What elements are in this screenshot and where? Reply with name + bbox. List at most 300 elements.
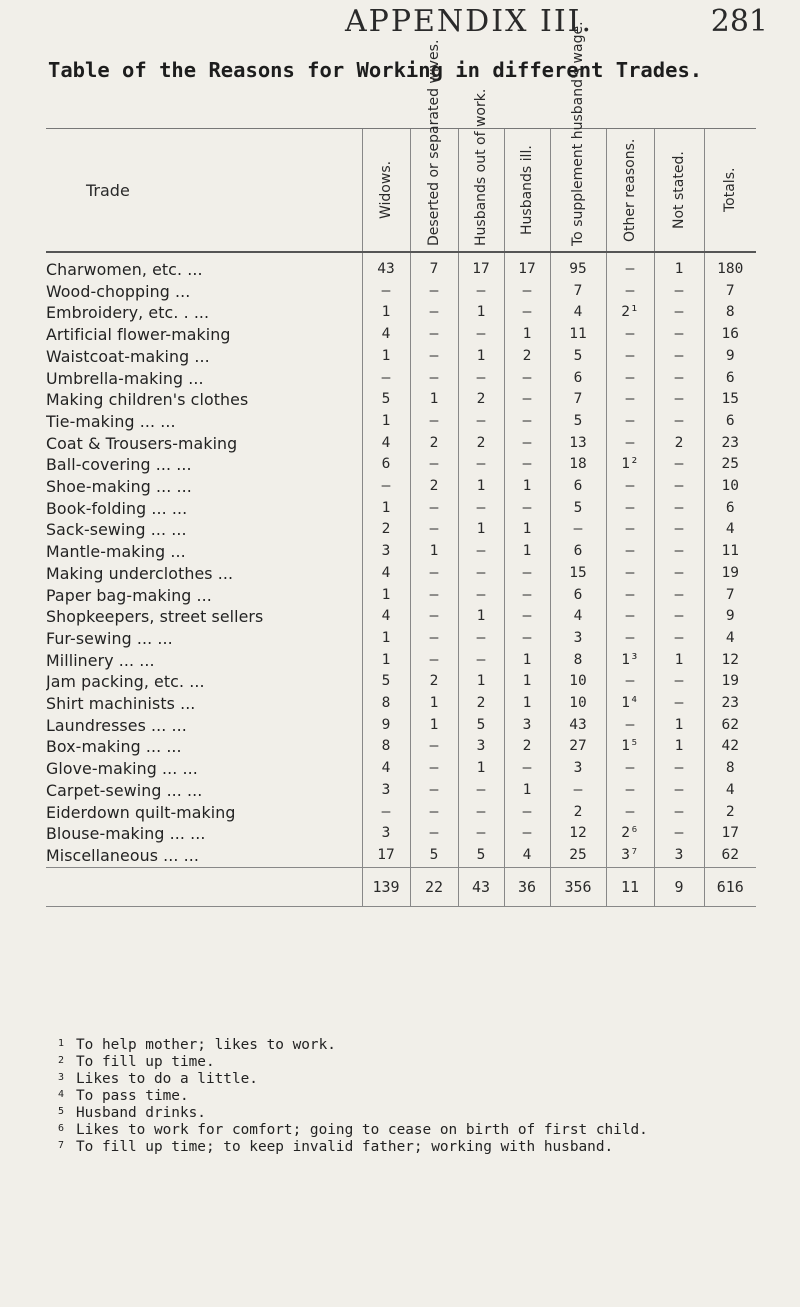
table-row xyxy=(46,324,756,346)
value-cell: 8 xyxy=(550,650,606,672)
col-header-supplement-wage: To supplement husband's wage. xyxy=(550,129,606,253)
value-cell: — xyxy=(504,802,550,824)
value-cell: 17 xyxy=(458,252,504,281)
value-cell: 4 xyxy=(704,780,756,802)
value-cell: 1 xyxy=(362,411,410,433)
trade-name: Book-folding ... ... xyxy=(46,498,188,518)
value-cell: 1³ xyxy=(606,650,654,672)
value-cell: 2 xyxy=(410,671,458,693)
value-cell: — xyxy=(410,411,458,433)
table-row xyxy=(46,541,756,563)
value-cell: — xyxy=(654,693,704,715)
value-cell: 17 xyxy=(362,845,410,867)
col-header-totals: Totals. xyxy=(704,129,756,253)
value-cell: 15 xyxy=(550,563,606,585)
value-cell: 7 xyxy=(410,252,458,281)
value-cell: — xyxy=(410,585,458,607)
value-cell: 2 xyxy=(704,802,756,824)
value-cell: — xyxy=(504,758,550,780)
value-cell: — xyxy=(654,563,704,585)
value-cell: 1 xyxy=(362,302,410,324)
value-cell: 17 xyxy=(704,823,756,845)
value-cell: 2 xyxy=(362,519,410,541)
table-row xyxy=(46,519,756,541)
value-cell: — xyxy=(654,324,704,346)
value-cell: 3 xyxy=(362,823,410,845)
value-cell: 3 xyxy=(654,845,704,867)
table-row xyxy=(46,585,756,607)
value-cell: — xyxy=(654,389,704,411)
value-cell: 7 xyxy=(550,389,606,411)
footnote xyxy=(58,1037,778,1054)
value-cell: 4 xyxy=(550,302,606,324)
trade-name: Ball-covering ... ... xyxy=(46,455,192,475)
value-cell: — xyxy=(606,476,654,498)
value-cell: 4 xyxy=(362,433,410,455)
value-cell: 4 xyxy=(704,628,756,650)
value-cell: — xyxy=(504,411,550,433)
trade-name: Paper bag-making ... xyxy=(46,585,212,605)
table-title: Table of the Reasons for Working in different Trades. xyxy=(48,58,703,82)
value-cell: 25 xyxy=(704,454,756,476)
appendix-heading: APPENDIX III. xyxy=(345,4,594,39)
value-cell: 25 xyxy=(550,845,606,867)
value-cell: 1 xyxy=(362,346,410,368)
footnote-number: 2 xyxy=(58,1055,65,1066)
value-cell: — xyxy=(410,606,458,628)
value-cell: — xyxy=(654,780,704,802)
total-cell: 36 xyxy=(504,867,550,906)
value-cell: 1 xyxy=(654,736,704,758)
col-header-other-reasons: Other reasons. xyxy=(606,129,654,253)
table-row xyxy=(46,346,756,368)
value-cell: 1 xyxy=(458,606,504,628)
trade-name: Coat & Trousers-making xyxy=(46,433,238,453)
value-cell: 1 xyxy=(410,541,458,563)
table-row xyxy=(46,693,756,715)
table-row xyxy=(46,563,756,585)
footnote-text: Husband drinks. xyxy=(76,1105,206,1121)
value-cell: 4 xyxy=(704,519,756,541)
table-row xyxy=(46,845,756,867)
value-cell: 6 xyxy=(550,368,606,390)
value-cell: 5 xyxy=(550,498,606,520)
footnote-number: 4 xyxy=(58,1089,65,1100)
trade-name: Jam packing, etc. ... xyxy=(46,672,205,692)
value-cell: 43 xyxy=(362,252,410,281)
totals-row xyxy=(46,867,756,906)
value-cell: — xyxy=(504,628,550,650)
trade-name: Carpet-sewing ... ... xyxy=(46,780,203,800)
footnote-text: Likes to do a little. xyxy=(76,1071,258,1087)
value-cell: 1⁴ xyxy=(606,693,654,715)
value-cell: 2 xyxy=(504,736,550,758)
value-cell: — xyxy=(458,563,504,585)
value-cell: 3 xyxy=(504,715,550,737)
footnote xyxy=(58,1088,778,1105)
value-cell: 5 xyxy=(410,845,458,867)
value-cell: — xyxy=(458,823,504,845)
value-cell: — xyxy=(504,823,550,845)
value-cell: 10 xyxy=(550,671,606,693)
value-cell: 2 xyxy=(458,693,504,715)
value-cell: 1 xyxy=(458,671,504,693)
table-row xyxy=(46,252,756,281)
value-cell: — xyxy=(654,476,704,498)
value-cell: — xyxy=(458,411,504,433)
value-cell: 9 xyxy=(704,606,756,628)
trade-name: Making underclothes ... xyxy=(46,563,234,583)
value-cell: — xyxy=(410,823,458,845)
value-cell: — xyxy=(550,780,606,802)
value-cell: — xyxy=(458,780,504,802)
value-cell: 4 xyxy=(362,758,410,780)
footnote-text: Likes to work for comfort; going to cease on birth of first child. xyxy=(76,1122,648,1138)
value-cell: — xyxy=(654,541,704,563)
value-cell: — xyxy=(458,541,504,563)
value-cell: 5 xyxy=(458,845,504,867)
value-cell: — xyxy=(606,758,654,780)
footnote-number: 3 xyxy=(58,1072,65,1083)
value-cell: — xyxy=(458,454,504,476)
value-cell: 2 xyxy=(504,346,550,368)
value-cell: — xyxy=(410,302,458,324)
trade-name: Glove-making ... ... xyxy=(46,759,198,779)
value-cell: — xyxy=(606,281,654,303)
value-cell: — xyxy=(458,324,504,346)
value-cell: 16 xyxy=(704,324,756,346)
value-cell: — xyxy=(458,650,504,672)
value-cell: 17 xyxy=(504,252,550,281)
table-body xyxy=(46,252,756,867)
value-cell: — xyxy=(606,541,654,563)
value-cell: — xyxy=(362,281,410,303)
value-cell: 23 xyxy=(704,693,756,715)
table-row xyxy=(46,671,756,693)
value-cell: 43 xyxy=(550,715,606,737)
value-cell: — xyxy=(410,498,458,520)
value-cell: — xyxy=(362,368,410,390)
trade-name: Waistcoat-making ... xyxy=(46,346,210,366)
value-cell: — xyxy=(458,368,504,390)
value-cell: 6 xyxy=(550,585,606,607)
value-cell: 23 xyxy=(704,433,756,455)
value-cell: 5 xyxy=(550,346,606,368)
table-row xyxy=(46,302,756,324)
value-cell: 3 xyxy=(550,758,606,780)
value-cell: 10 xyxy=(704,476,756,498)
value-cell: 2 xyxy=(410,433,458,455)
value-cell: — xyxy=(458,281,504,303)
value-cell: 3 xyxy=(458,736,504,758)
value-cell: 180 xyxy=(704,252,756,281)
value-cell: 8 xyxy=(362,736,410,758)
value-cell: — xyxy=(606,389,654,411)
footnote xyxy=(58,1071,778,1088)
trade-name: Shirt machinists ... xyxy=(46,694,196,714)
value-cell: — xyxy=(410,324,458,346)
footnote-number: 5 xyxy=(58,1106,65,1117)
footnote-text: To pass time. xyxy=(76,1088,189,1104)
trade-name: Sack-sewing ... ... xyxy=(46,520,187,540)
value-cell: — xyxy=(504,389,550,411)
value-cell: — xyxy=(410,628,458,650)
value-cell: — xyxy=(654,346,704,368)
value-cell: 1 xyxy=(410,389,458,411)
total-cell: 616 xyxy=(704,867,756,906)
page-number: 281 xyxy=(710,4,768,39)
value-cell: — xyxy=(504,368,550,390)
table-row xyxy=(46,368,756,390)
value-cell: 1 xyxy=(504,671,550,693)
value-cell: 1 xyxy=(410,693,458,715)
value-cell: — xyxy=(606,411,654,433)
footnote xyxy=(58,1054,778,1071)
value-cell: 1 xyxy=(362,628,410,650)
value-cell: 1 xyxy=(458,302,504,324)
value-cell: — xyxy=(362,476,410,498)
value-cell: — xyxy=(458,585,504,607)
value-cell: 62 xyxy=(704,845,756,867)
col-header-widows: Widows. xyxy=(362,129,410,253)
value-cell: 6 xyxy=(362,454,410,476)
value-cell: — xyxy=(606,802,654,824)
value-cell: 8 xyxy=(704,758,756,780)
value-cell: 1 xyxy=(458,346,504,368)
totals-label xyxy=(46,867,362,906)
value-cell: — xyxy=(654,802,704,824)
table-row xyxy=(46,823,756,845)
value-cell: 1⁵ xyxy=(606,736,654,758)
value-cell: 1 xyxy=(458,519,504,541)
footnotes xyxy=(58,1037,778,1156)
col-header-trade: Trade xyxy=(46,129,362,253)
trade-name: Fur-sewing ... ... xyxy=(46,628,173,648)
value-cell: 10 xyxy=(550,693,606,715)
value-cell: 5 xyxy=(362,671,410,693)
value-cell: 3 xyxy=(362,780,410,802)
value-cell: 12 xyxy=(704,650,756,672)
value-cell: — xyxy=(654,498,704,520)
value-cell: — xyxy=(410,368,458,390)
table-row xyxy=(46,736,756,758)
table-row xyxy=(46,476,756,498)
value-cell: 95 xyxy=(550,252,606,281)
value-cell: — xyxy=(504,498,550,520)
value-cell: 4 xyxy=(362,606,410,628)
total-cell: 356 xyxy=(550,867,606,906)
value-cell: 2 xyxy=(458,433,504,455)
trade-name: Charwomen, etc. ... xyxy=(46,260,203,279)
total-cell: 11 xyxy=(606,867,654,906)
value-cell: 4 xyxy=(550,606,606,628)
value-cell: 4 xyxy=(362,324,410,346)
value-cell: 62 xyxy=(704,715,756,737)
value-cell: 1 xyxy=(504,780,550,802)
value-cell: — xyxy=(458,628,504,650)
value-cell: 11 xyxy=(704,541,756,563)
value-cell: — xyxy=(606,252,654,281)
value-cell: 42 xyxy=(704,736,756,758)
value-cell: — xyxy=(410,780,458,802)
value-cell: 1 xyxy=(504,541,550,563)
value-cell: 2¹ xyxy=(606,302,654,324)
value-cell: 6 xyxy=(704,498,756,520)
value-cell: — xyxy=(606,715,654,737)
value-cell: 1 xyxy=(504,693,550,715)
value-cell: 1 xyxy=(504,519,550,541)
trade-name: Embroidery, etc. . ... xyxy=(46,303,210,323)
value-cell: — xyxy=(654,758,704,780)
footnote xyxy=(58,1139,778,1156)
value-cell: 2⁶ xyxy=(606,823,654,845)
value-cell: — xyxy=(654,585,704,607)
trade-name: Box-making ... ... xyxy=(46,737,182,757)
value-cell: 1 xyxy=(504,650,550,672)
footnote xyxy=(58,1122,778,1139)
value-cell: 18 xyxy=(550,454,606,476)
footnote-number: 6 xyxy=(58,1123,65,1134)
value-cell: 1 xyxy=(410,715,458,737)
value-cell: 1 xyxy=(362,585,410,607)
footnote-number: 1 xyxy=(58,1038,65,1049)
value-cell: — xyxy=(410,650,458,672)
trade-name: Millinery ... ... xyxy=(46,650,155,670)
col-header-husbands-ill: Husbands ill. xyxy=(504,129,550,253)
value-cell: 9 xyxy=(362,715,410,737)
value-cell: 19 xyxy=(704,671,756,693)
trade-name: Miscellaneous ... ... xyxy=(46,845,200,865)
value-cell: — xyxy=(504,302,550,324)
page-header xyxy=(0,4,800,44)
table-row xyxy=(46,411,756,433)
value-cell: — xyxy=(606,324,654,346)
value-cell: 1 xyxy=(362,650,410,672)
trade-name: Mantle-making ... xyxy=(46,542,186,562)
value-cell: — xyxy=(362,802,410,824)
table-row xyxy=(46,628,756,650)
trade-name: Blouse-making ... ... xyxy=(46,824,206,844)
value-cell: — xyxy=(606,563,654,585)
value-cell: — xyxy=(606,498,654,520)
value-cell: 7 xyxy=(704,585,756,607)
value-cell: — xyxy=(606,433,654,455)
total-cell: 9 xyxy=(654,867,704,906)
value-cell: — xyxy=(654,671,704,693)
value-cell: — xyxy=(654,454,704,476)
value-cell: — xyxy=(654,302,704,324)
value-cell: — xyxy=(410,281,458,303)
value-cell: — xyxy=(606,780,654,802)
value-cell: 4 xyxy=(504,845,550,867)
trade-name: Laundresses ... ... xyxy=(46,715,187,735)
value-cell: — xyxy=(606,628,654,650)
value-cell: — xyxy=(410,736,458,758)
value-cell: — xyxy=(550,519,606,541)
header-row xyxy=(46,129,756,253)
trade-name: Artificial flower-making xyxy=(46,325,231,345)
value-cell: — xyxy=(654,519,704,541)
value-cell: 6 xyxy=(550,541,606,563)
col-header-husbands-out-of-work: Husbands out of work. xyxy=(458,129,504,253)
value-cell: 5 xyxy=(550,411,606,433)
value-cell: 2 xyxy=(458,389,504,411)
value-cell: — xyxy=(410,519,458,541)
value-cell: 15 xyxy=(704,389,756,411)
trade-name: Making children's clothes xyxy=(46,390,249,410)
value-cell: — xyxy=(410,346,458,368)
value-cell: 19 xyxy=(704,563,756,585)
value-cell: 3⁷ xyxy=(606,845,654,867)
value-cell: 1 xyxy=(504,476,550,498)
footnote-text: To fill up time; to keep invalid father; working with husband. xyxy=(76,1139,614,1155)
value-cell: — xyxy=(606,346,654,368)
value-cell: 6 xyxy=(704,411,756,433)
value-cell: — xyxy=(654,628,704,650)
value-cell: 7 xyxy=(704,281,756,303)
value-cell: — xyxy=(504,281,550,303)
value-cell: — xyxy=(606,671,654,693)
value-cell: 1² xyxy=(606,454,654,476)
value-cell: 5 xyxy=(458,715,504,737)
value-cell: — xyxy=(606,368,654,390)
value-cell: — xyxy=(410,563,458,585)
footnote xyxy=(58,1105,778,1122)
value-cell: 2 xyxy=(654,433,704,455)
footnote-text: To help mother; likes to work. xyxy=(76,1037,336,1053)
footnote-number: 7 xyxy=(58,1140,65,1151)
table-row xyxy=(46,606,756,628)
value-cell: — xyxy=(504,585,550,607)
value-cell: 1 xyxy=(504,324,550,346)
value-cell: — xyxy=(504,433,550,455)
value-cell: 6 xyxy=(704,368,756,390)
table-row xyxy=(46,650,756,672)
value-cell: 2 xyxy=(550,802,606,824)
value-cell: 1 xyxy=(654,650,704,672)
value-cell: 1 xyxy=(654,715,704,737)
value-cell: 3 xyxy=(550,628,606,650)
value-cell: 27 xyxy=(550,736,606,758)
total-cell: 139 xyxy=(362,867,410,906)
value-cell: — xyxy=(654,281,704,303)
value-cell: 6 xyxy=(550,476,606,498)
value-cell: 1 xyxy=(362,498,410,520)
table-row xyxy=(46,802,756,824)
value-cell: 13 xyxy=(550,433,606,455)
col-header-deserted: Deserted or separated wives. xyxy=(410,129,458,253)
table-row xyxy=(46,715,756,737)
value-cell: — xyxy=(504,454,550,476)
table-row xyxy=(46,281,756,303)
value-cell: — xyxy=(410,454,458,476)
value-cell: — xyxy=(654,823,704,845)
value-cell: 12 xyxy=(550,823,606,845)
trade-name: Eiderdown quilt-making xyxy=(46,802,236,822)
footnote-text: To fill up time. xyxy=(76,1054,215,1070)
table-row xyxy=(46,433,756,455)
value-cell: — xyxy=(606,585,654,607)
trade-name: Shopkeepers, street sellers xyxy=(46,607,264,627)
value-cell: — xyxy=(504,606,550,628)
value-cell: 2 xyxy=(410,476,458,498)
table-row xyxy=(46,758,756,780)
value-cell: 7 xyxy=(550,281,606,303)
trade-name: Umbrella-making ... xyxy=(46,368,204,388)
value-cell: 4 xyxy=(362,563,410,585)
value-cell: 1 xyxy=(654,252,704,281)
value-cell: — xyxy=(504,563,550,585)
